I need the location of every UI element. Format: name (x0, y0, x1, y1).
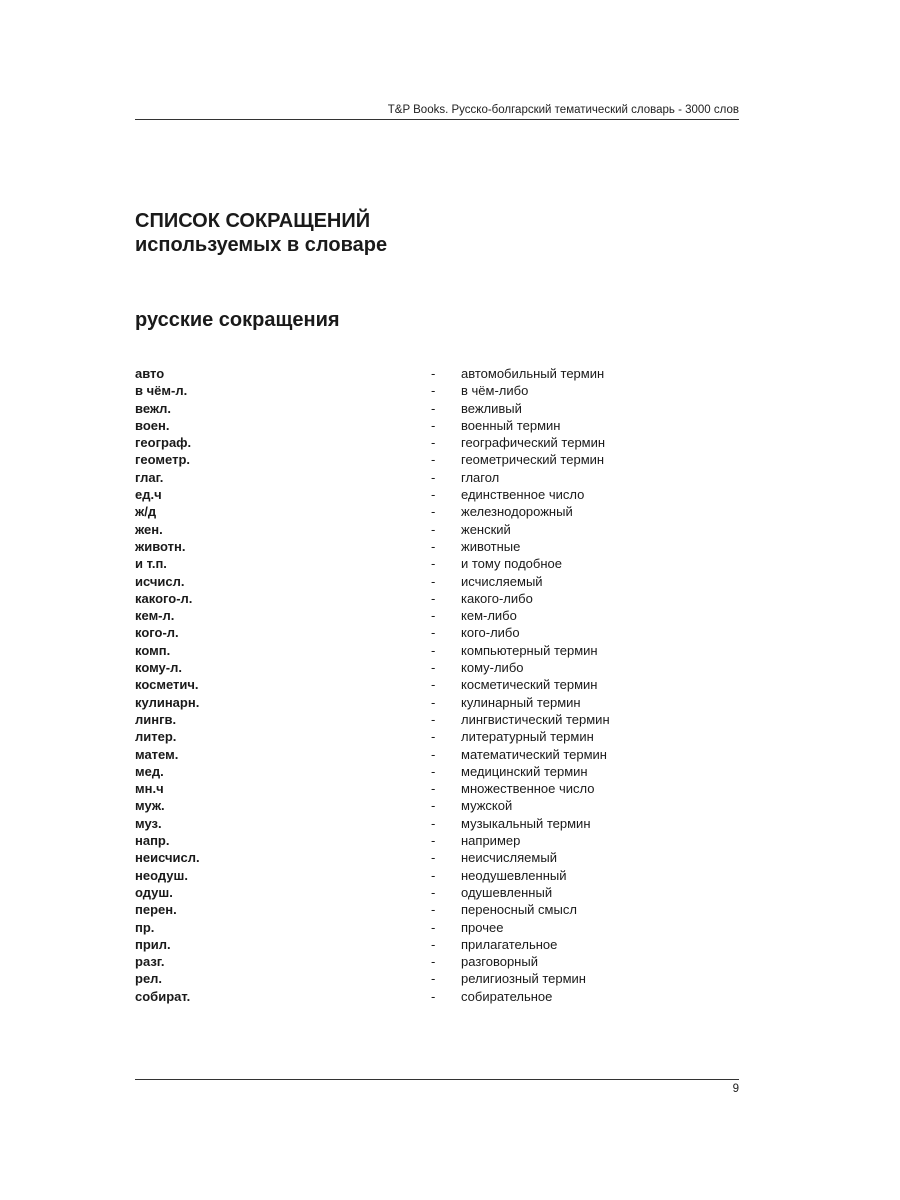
abbreviation-dash: - (431, 504, 436, 520)
list-item (135, 451, 739, 468)
abbreviation-term: кого-л. (135, 625, 179, 641)
abbreviation-term: глаг. (135, 469, 164, 485)
abbreviation-term: рел. (135, 971, 163, 987)
abbreviation-definition: разговорный (461, 954, 538, 970)
abbreviation-definition: косметический термин (461, 677, 598, 693)
list-item (135, 970, 739, 987)
abbreviation-dash: - (431, 366, 436, 381)
list-item (135, 780, 739, 797)
abbreviation-dash: - (431, 625, 436, 641)
list-item (135, 382, 739, 399)
abbreviation-definition: глагол (461, 469, 500, 485)
abbreviation-term: ед.ч (135, 487, 162, 503)
abbreviation-definition: вежливый (461, 400, 522, 416)
abbreviation-dash: - (431, 711, 436, 727)
abbreviation-definition: религиозный термин (461, 971, 586, 987)
abbreviation-definition: единственное число (461, 487, 585, 503)
page-subtitle: используемых в словаре (135, 234, 388, 256)
abbreviation-definition: исчисляемый (461, 573, 543, 589)
abbreviation-term: какого-л. (135, 590, 193, 606)
abbreviation-dash: - (431, 936, 436, 952)
abbreviation-dash: - (431, 884, 436, 900)
abbreviation-term: матем. (135, 746, 179, 762)
abbreviation-term: в чём-л. (135, 383, 188, 399)
abbreviation-term: пр. (135, 919, 155, 935)
abbreviation-dash: - (431, 694, 436, 710)
abbreviation-term: и т.п. (135, 556, 167, 572)
list-item (135, 417, 739, 434)
abbreviation-definition: множественное число (461, 781, 595, 797)
abbreviation-dash: - (431, 469, 436, 485)
abbreviation-term: неодуш. (135, 867, 188, 883)
abbreviation-dash: - (431, 435, 436, 451)
abbreviation-term: вежл. (135, 400, 171, 416)
abbreviation-dash: - (431, 556, 436, 572)
abbreviation-definition: животные (461, 538, 521, 554)
list-item (135, 797, 739, 814)
abbreviation-term: разг. (135, 954, 165, 970)
abbreviation-dash: - (431, 452, 436, 468)
abbreviation-definition: какого-либо (461, 590, 533, 606)
abbreviation-term: муз. (135, 815, 162, 831)
abbreviation-dash: - (431, 573, 436, 589)
abbreviation-term: напр. (135, 833, 170, 849)
abbreviation-definition: железнодорожный (461, 504, 573, 520)
abbreviation-dash: - (431, 383, 436, 399)
list-item (135, 901, 739, 918)
abbreviation-dash: - (431, 746, 436, 762)
abbreviation-term: перен. (135, 902, 177, 918)
list-item (135, 884, 739, 901)
abbreviation-dash: - (431, 417, 436, 433)
abbreviation-term: исчисл. (135, 573, 185, 589)
abbreviation-term: литер. (135, 729, 177, 745)
abbreviation-term: ж/д (135, 504, 157, 520)
abbreviation-dash: - (431, 400, 436, 416)
list-item (135, 400, 739, 417)
list-item (135, 694, 739, 711)
page-number: 9 (732, 1083, 739, 1095)
abbreviation-dash: - (431, 729, 436, 745)
abbreviation-definition: географический термин (461, 435, 606, 451)
abbreviation-definition: и тому подобное (461, 556, 562, 572)
abbreviation-term: географ. (135, 435, 192, 451)
abbreviation-definition: медицинский термин (461, 763, 588, 779)
abbreviation-definition: мужской (461, 798, 513, 814)
list-item (135, 815, 739, 832)
abbreviation-definition: музыкальный термин (461, 815, 591, 831)
list-item (135, 832, 739, 849)
abbreviation-definition: автомобильный термин (461, 366, 605, 381)
running-header: T&P Books. Русско-болгарский тематический словарь - 3000 слов (387, 104, 739, 116)
abbreviation-dash: - (431, 660, 436, 676)
abbreviation-list (135, 365, 739, 1005)
abbreviation-definition: военный термин (461, 417, 561, 433)
list-item (135, 590, 739, 607)
abbreviation-term: кулинарн. (135, 694, 200, 710)
abbreviation-definition: кулинарный термин (461, 694, 581, 710)
abbreviation-definition: лингвистический термин (461, 711, 610, 727)
list-item (135, 746, 739, 763)
list-item (135, 538, 739, 555)
list-item (135, 642, 739, 659)
abbreviation-definition: неодушевленный (461, 867, 567, 883)
abbreviation-term: авто (135, 366, 165, 381)
abbreviation-dash: - (431, 971, 436, 987)
list-item (135, 434, 739, 451)
list-item (135, 988, 739, 1005)
abbreviation-dash: - (431, 867, 436, 883)
abbreviation-dash: - (431, 850, 436, 866)
abbreviation-definition: кого-либо (461, 625, 520, 641)
list-item (135, 849, 739, 866)
abbreviation-dash: - (431, 521, 436, 537)
abbreviation-dash: - (431, 677, 436, 693)
abbreviation-dash: - (431, 798, 436, 814)
abbreviation-term: одуш. (135, 884, 173, 900)
abbreviation-term: кому-л. (135, 660, 182, 676)
list-item (135, 503, 739, 520)
abbreviation-dash: - (431, 919, 436, 935)
abbreviation-dash: - (431, 988, 436, 1004)
abbreviation-term: косметич. (135, 677, 199, 693)
abbreviation-definition: например (461, 833, 521, 849)
abbreviation-term: мн.ч (135, 781, 164, 797)
abbreviation-definition: неисчисляемый (461, 850, 557, 866)
list-item (135, 763, 739, 780)
list-item (135, 728, 739, 745)
abbreviation-dash: - (431, 538, 436, 554)
abbreviation-term: животн. (135, 538, 186, 554)
list-item (135, 555, 739, 572)
abbreviation-definition: компьютерный термин (461, 642, 598, 658)
abbreviation-term: муж. (135, 798, 165, 814)
abbreviation-definition: кому-либо (461, 660, 524, 676)
list-item (135, 624, 739, 641)
abbreviation-term: неисчисл. (135, 850, 200, 866)
abbreviation-definition: одушевленный (461, 884, 553, 900)
abbreviation-term: собират. (135, 988, 191, 1004)
page-title: СПИСОК СОКРАЩЕНИЙ (135, 210, 371, 232)
abbreviation-definition: прилагательное (461, 936, 558, 952)
list-item (135, 953, 739, 970)
abbreviation-dash: - (431, 590, 436, 606)
abbreviation-term: геометр. (135, 452, 191, 468)
list-item (135, 607, 739, 624)
list-item (135, 469, 739, 486)
abbreviation-dash: - (431, 833, 436, 849)
list-item (135, 919, 739, 936)
abbreviation-definition: геометрический термин (461, 452, 605, 468)
abbreviation-dash: - (431, 781, 436, 797)
abbreviation-term: прил. (135, 936, 171, 952)
abbreviation-dash: - (431, 902, 436, 918)
abbreviation-dash: - (431, 954, 436, 970)
footer-divider (135, 1079, 739, 1080)
abbreviation-definition: математический термин (461, 746, 607, 762)
list-item (135, 659, 739, 676)
abbreviation-dash: - (431, 642, 436, 658)
header-divider (135, 119, 739, 120)
abbreviation-definition: прочее (461, 919, 504, 935)
list-item (135, 573, 739, 590)
list-item (135, 365, 739, 382)
abbreviation-term: кем-л. (135, 608, 175, 624)
abbreviation-dash: - (431, 487, 436, 503)
abbreviation-definition: женский (461, 521, 511, 537)
abbreviation-term: комп. (135, 642, 171, 658)
abbreviation-term: воен. (135, 417, 170, 433)
list-item (135, 521, 739, 538)
list-item (135, 867, 739, 884)
abbreviation-definition: собирательное (461, 988, 553, 1004)
abbreviation-definition: кем-либо (461, 608, 517, 624)
abbreviation-dash: - (431, 815, 436, 831)
abbreviation-dash: - (431, 763, 436, 779)
abbreviation-dash: - (431, 608, 436, 624)
abbreviation-term: лингв. (135, 711, 177, 727)
abbreviation-definition: переносный смысл (461, 902, 577, 918)
section-heading: русские сокращения (135, 309, 340, 331)
abbreviation-definition: литературный термин (461, 729, 594, 745)
abbreviation-term: мед. (135, 763, 164, 779)
abbreviation-definition: в чём-либо (461, 383, 529, 399)
list-item (135, 676, 739, 693)
abbreviation-term: жен. (135, 521, 163, 537)
list-item (135, 711, 739, 728)
list-item (135, 936, 739, 953)
list-item (135, 486, 739, 503)
